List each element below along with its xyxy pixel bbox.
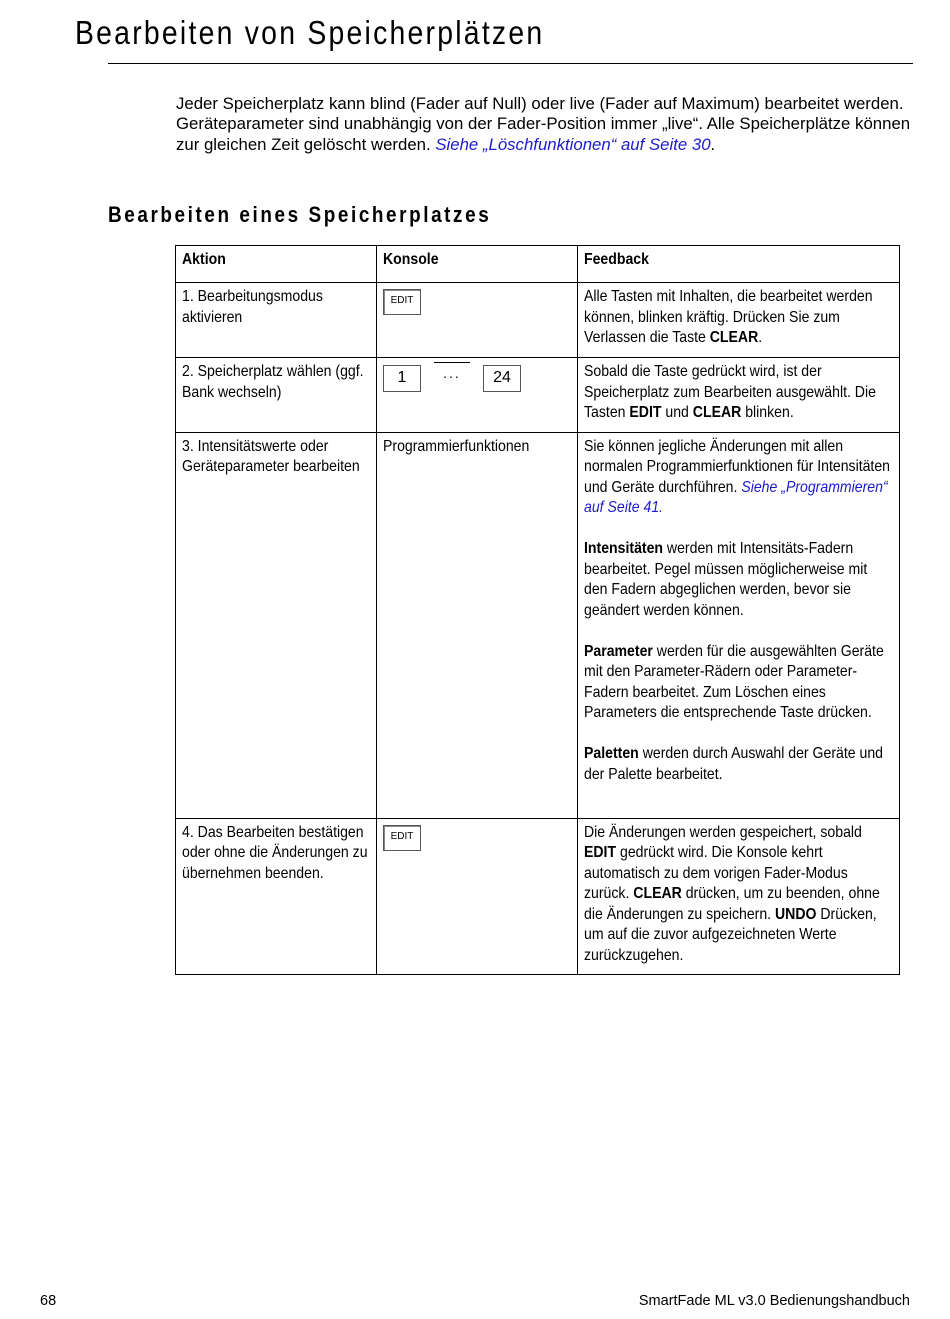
feedback-cell (578, 358, 900, 433)
intro-end: . (710, 134, 716, 154)
title-rule (108, 63, 913, 64)
header-aktion: Aktion (176, 246, 377, 283)
key-24-icon: 24 (483, 365, 521, 392)
footer-page-number: 68 (40, 1293, 57, 1309)
konsole-cell (377, 818, 578, 975)
table-row (176, 283, 900, 358)
bold-keyword: EDIT (629, 404, 662, 421)
bold-keyword: Intensitäten (584, 540, 664, 557)
bold-keyword: EDIT (584, 844, 617, 861)
steps-table (175, 245, 900, 975)
feedback-cell (578, 283, 900, 358)
ellipsis-icon: ... (434, 362, 470, 380)
feedback-cell (578, 818, 900, 975)
edit-key-icon: EDIT (383, 289, 421, 315)
cross-reference-link[interactable]: Siehe „Programmieren“ auf Seite 41. (584, 478, 888, 516)
intro-paragraph (176, 94, 921, 155)
konsole-cell: Programmierfunktionen (377, 432, 578, 818)
bold-keyword: CLEAR (709, 329, 759, 346)
feedback-text: Sobald die Taste gedrückt wird, ist der Speicherplatz zum Bearbeiten ausgewählt. Die Tasten EDIT und CLEAR blinken. (584, 363, 876, 421)
feedback-text: Alle Tasten mit Inhalten, die bearbeitet werden können, blinken kräftig. Drücken Sie zum Verlassen die Taste CLEAR. (584, 288, 873, 346)
bold-keyword: Parameter (584, 642, 653, 660)
aktion-cell: 3. Intensitätswerte oder Geräteparameter bearbeiten (176, 432, 377, 818)
table-row (176, 432, 900, 818)
table-header-row (176, 246, 900, 283)
feedback-paragraph: Intensitäten werden mit Intensitäts-Fadern bearbeitet. Pegel müssen möglicherweise mit den Fadern abgeglichen werden, bevor sie geändert werden können. (584, 540, 868, 619)
feedback-paragraph: Paletten werden durch Auswahl der Geräte und der Palette bearbeitet. (584, 745, 883, 783)
feedback-paragraphs (584, 437, 893, 786)
page-title: Bearbeiten von Speicherplätzen (75, 14, 545, 51)
header-feedback: Feedback (578, 246, 900, 283)
aktion-cell: 4. Das Bearbeiten bestätigen oder ohne die Änderungen zu übernehmen beenden. (176, 818, 377, 975)
footer-document-title: SmartFade ML v3.0 Bedienungshandbuch (638, 1293, 910, 1309)
table-row (176, 358, 900, 433)
konsole-cell (377, 358, 578, 433)
bold-keyword: Paletten (584, 745, 639, 762)
aktion-cell: 1. Bearbeitungsmodus aktivieren (176, 283, 377, 358)
konsole-cell (377, 283, 578, 358)
bold-keyword: UNDO (775, 905, 817, 923)
feedback-text: Die Änderungen werden gespeichert, sobald EDIT gedrückt wird. Die Konsole kehrt automatisch zu dem vorigen Fader-Modus zurück. CLEAR drücken, um zu beenden, ohne die Änderungen zu speichern. UNDO Drücken, um auf die zuvor aufgezeichneten Werte zurückzugehen. (584, 823, 880, 964)
header-konsole: Konsole (377, 246, 578, 283)
key-1-icon: 1 (383, 365, 421, 392)
bold-keyword: CLEAR (633, 885, 682, 902)
bold-keyword: CLEAR (692, 404, 742, 421)
feedback-paragraph: Sie können jegliche Änderungen mit allen normalen Programmierfunktionen für Intensitäten und Geräte durchführen. Siehe „Programmieren“ auf Seite 41. (584, 437, 891, 516)
intro-cross-reference-link[interactable]: Siehe „Löschfunktionen“ auf Seite 30 (435, 134, 711, 154)
aktion-cell: 2. Speicherplatz wählen (ggf. Bank wechseln) (176, 358, 377, 433)
feedback-paragraph: Parameter werden für die ausgewählten Geräte mit den Parameter-Rädern oder Parameter-Fadern bearbeitet. Zum Löschen eines Parameters die entsprechende Taste drücken. (584, 642, 884, 721)
feedback-cell (578, 432, 900, 818)
section-title: Bearbeiten eines Speicherplatzes (108, 202, 492, 227)
edit-key-icon: EDIT (383, 825, 421, 851)
intro-text: Jeder Speicherplatz kann blind (Fader auf Null) oder live (Fader auf Maximum) bearbeitet werden. Geräteparameter sind unabhängig von der Fader-Position immer „live“. Alle Speicherplätze können zur gleichen Zeit gelöscht werden. (176, 94, 911, 154)
table-row (176, 818, 900, 975)
